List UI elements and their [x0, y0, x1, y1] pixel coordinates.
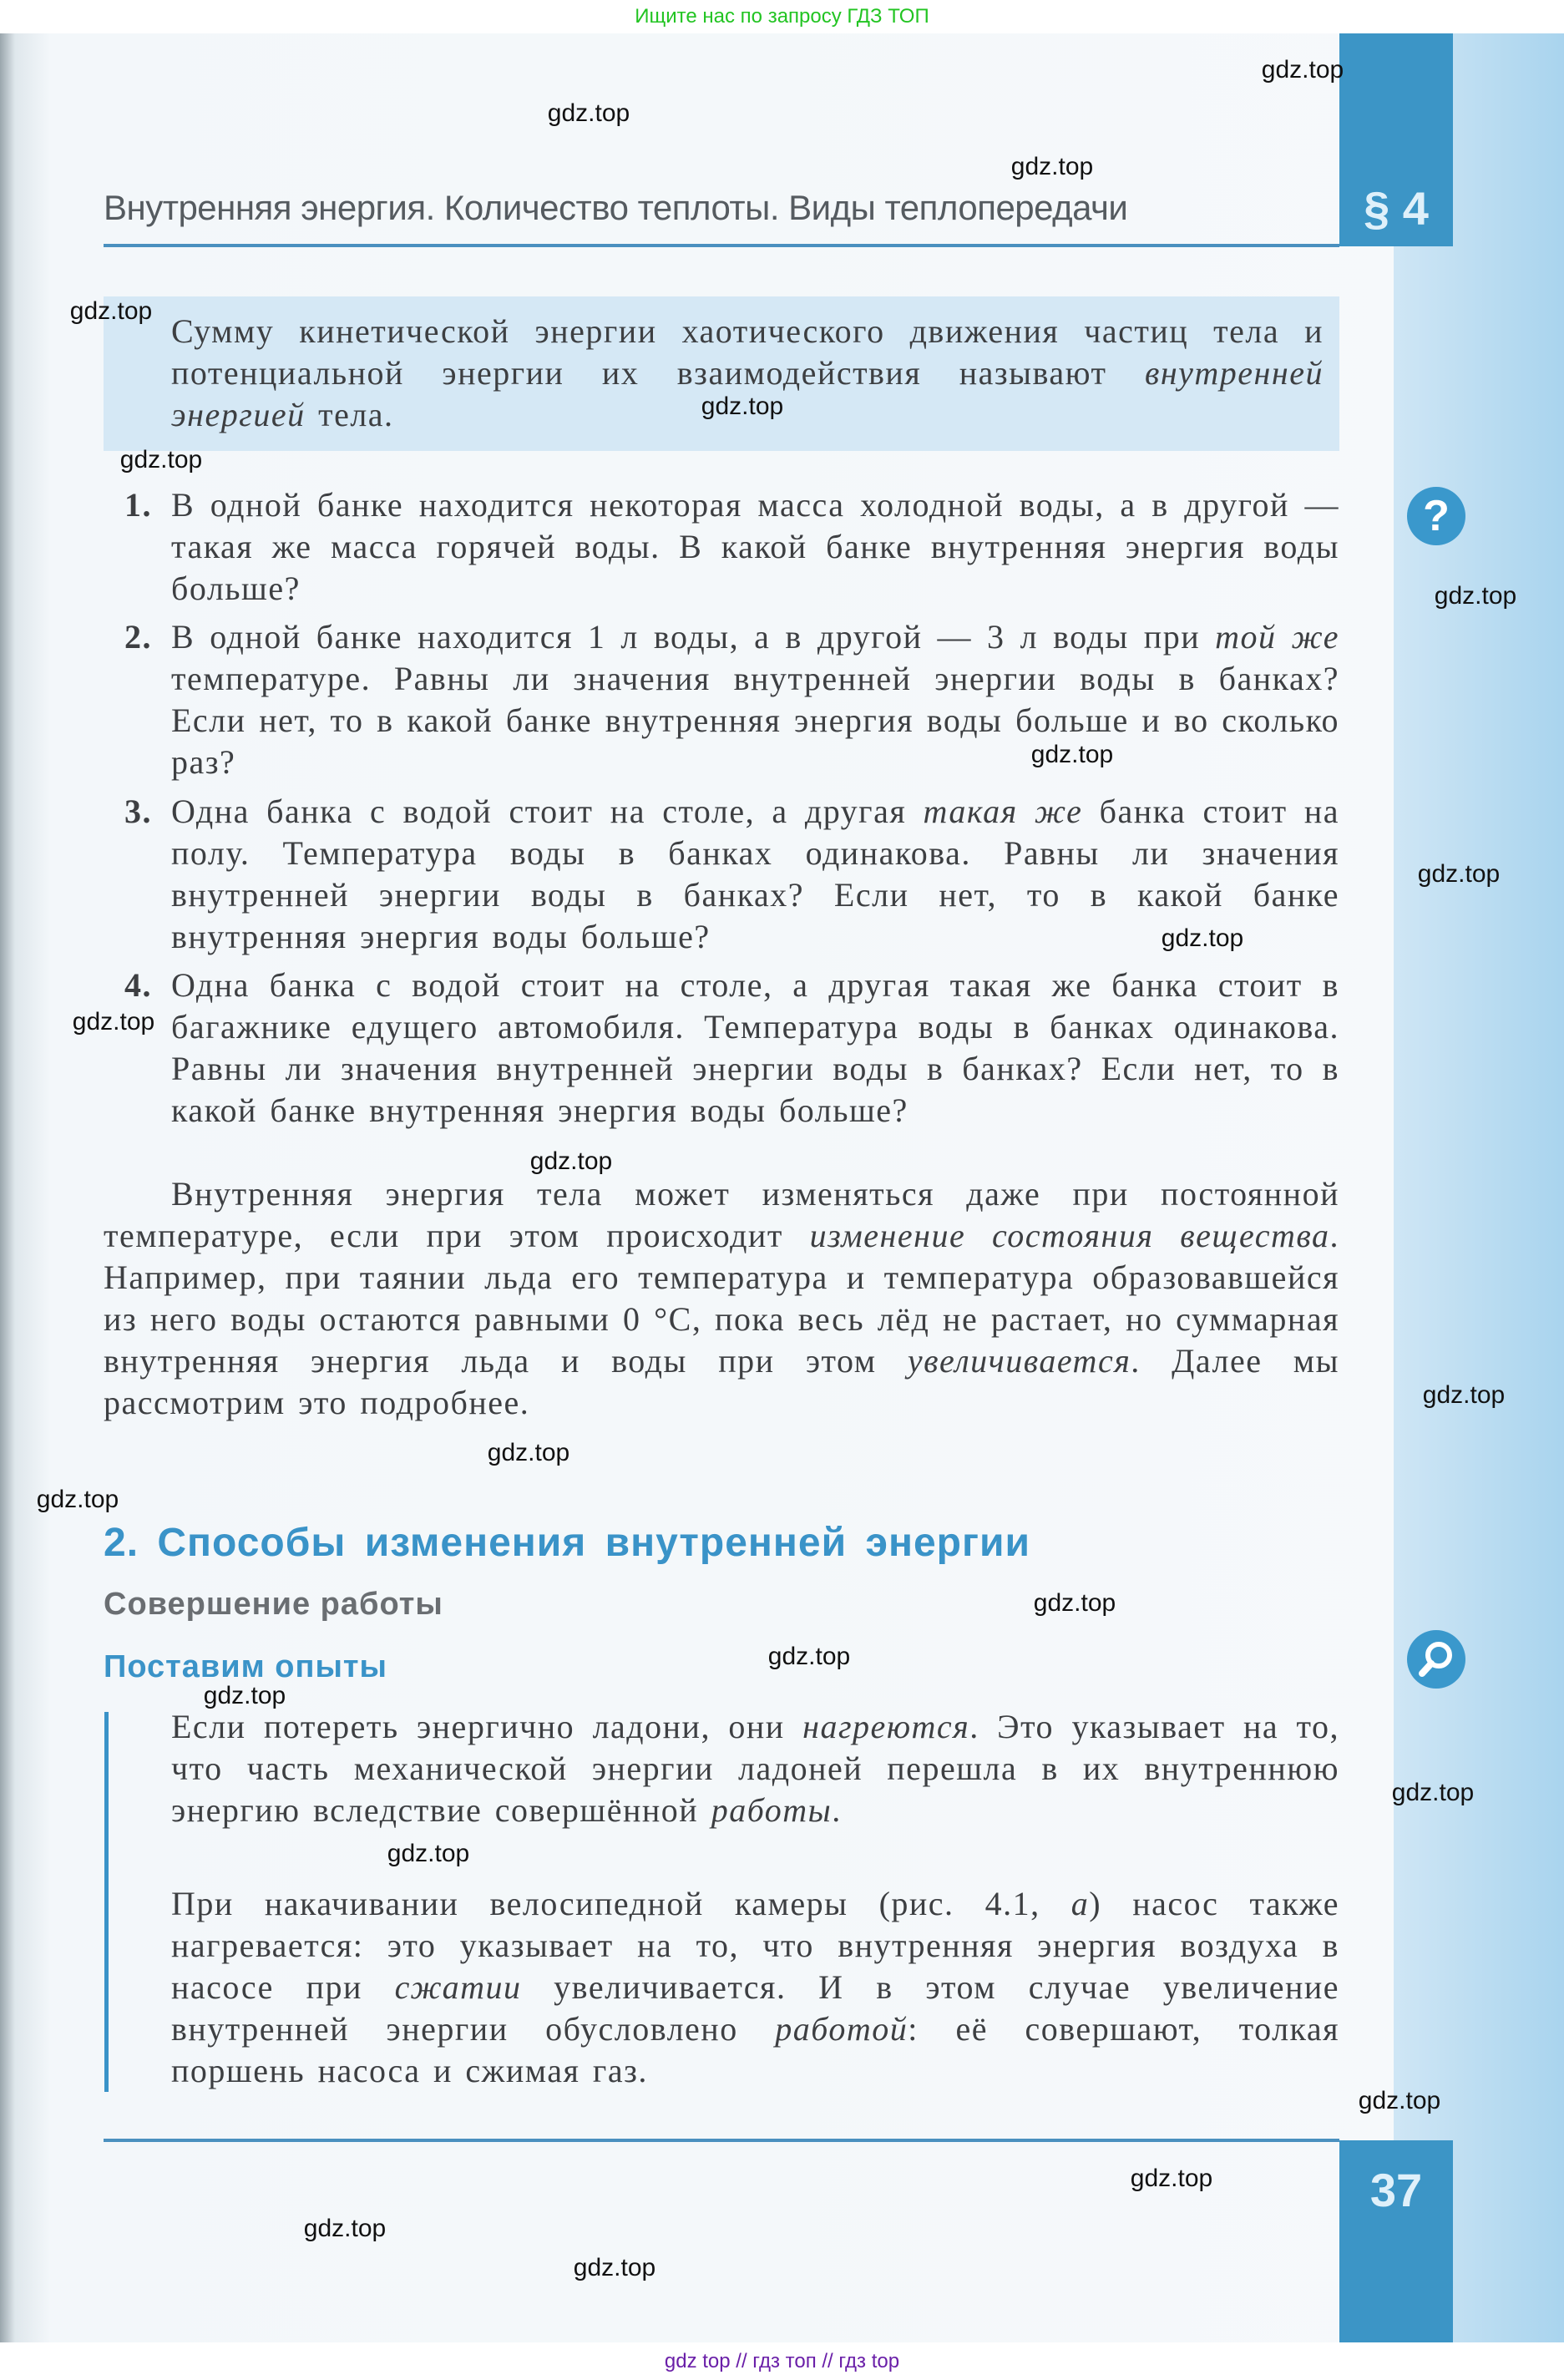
- watermark: gdz.top: [1030, 741, 1114, 768]
- paragraph-state-change: Внутренняя энергия тела может изменяться даже при постоянной температуре, если при этом происходит изменение состояния вещества. Например, при таянии льда его температура и температура образовавшейся из него воды остаются равными 0 °С, пока весь лёд не растает, но суммарная внутренняя энергия льда и воды при этом увеличивается. Далее мы рассмотрим это подробнее.: [104, 1175, 1339, 1421]
- watermark: gdz.top: [72, 1008, 155, 1036]
- watermark: gdz.top: [487, 1439, 570, 1466]
- watermark: gdz.top: [1033, 1589, 1116, 1617]
- watermark: gdz.top: [529, 1147, 613, 1175]
- watermark: gdz.top: [69, 297, 153, 325]
- section-tab: § 4: [1339, 33, 1453, 246]
- watermark: gdz.top: [203, 1682, 286, 1709]
- watermark: gdz.top: [1261, 56, 1344, 84]
- page-title: Внутренняя энергия. Количество теплоты. Виды теплопередачи: [104, 188, 1128, 227]
- footer-rule: [104, 2139, 1339, 2142]
- question-2: 2. В одной банке находится 1 л воды, а в другой — 3 л воды при той же температуре. Равны ли значения внутренней энергии воды в банках? Если нет, то в какой банке внутренняя энергия воды больше и во сколько раз?: [124, 618, 1339, 781]
- paragraph-palms: Если потереть энергично ладони, они нагреются. Это указывает на то, что часть механической энергии ладоней перешла в их внутреннюю энергию вследствие совершённой работы.: [171, 1708, 1340, 1829]
- footer-watermark: gdz top // гдз топ // гдз top: [0, 2342, 1564, 2380]
- question-4: 4. Одна банка с водой стоит на столе, а другая такая же банка стоит в багажнике едущего автомобиля. Температура воды в банках одинакова. Равны ли значения внутренней энергии воды в банках? Если нет, то в какой банке внутренняя энергия воды больше?: [124, 966, 1339, 1129]
- watermark: gdz.top: [1010, 153, 1094, 180]
- experiment-bar: [104, 1712, 109, 2092]
- watermark: gdz.top: [1130, 2165, 1213, 2192]
- watermark: gdz.top: [1161, 924, 1244, 952]
- watermark: gdz.top: [767, 1643, 851, 1670]
- subheading-work: Совершение работы: [104, 1587, 443, 1622]
- search-icon: [1407, 1630, 1465, 1689]
- watermark: gdz.top: [303, 2215, 387, 2242]
- watermark: gdz.top: [1358, 2087, 1441, 2114]
- question-icon: ?: [1407, 487, 1465, 545]
- question-1: 1. В одной банке находится некоторая масса холодной воды, а в другой — такая же масса горячей воды. В какой банке внутренняя энергия воды больше?: [124, 486, 1339, 607]
- definition-text: Сумму кинетической энергии хаотического движения частиц тела и потенциальной энергии их взаимодействия называют внутренней энергией тела.: [171, 312, 1324, 433]
- watermark: gdz.top: [1422, 1381, 1506, 1409]
- title-rule: [104, 244, 1339, 247]
- watermark: gdz.top: [119, 446, 203, 473]
- paragraph-pump: При накачивании велосипедной камеры (рис. 4.1, а) насос также нагревается: это указывает на то, что внутренняя энергия воздуха в насосе при сжатии увеличивается. И в этом случае увеличение внутренней энергии обусловлено работой: её совершают, толкая поршень насоса и сжимая газ.: [171, 1885, 1340, 2089]
- section-heading: 2. Способы изменения внутренней энергии: [104, 1521, 1030, 1565]
- search-banner: Ищите нас по запросу ГДЗ ТОП: [0, 0, 1564, 33]
- watermark: gdz.top: [1434, 582, 1517, 610]
- page-number: 37: [1339, 2140, 1453, 2342]
- watermark: gdz.top: [701, 392, 784, 420]
- question-3: 3. Одна банка с водой стоит на столе, а другая такая же банка стоит на полу. Температура воды в банках одинакова. Равны ли значения внутренней энергии воды в банках? Если нет, то в какой банке внутренняя энергия воды больше?: [124, 792, 1339, 955]
- watermark: gdz.top: [36, 1486, 119, 1513]
- watermark: gdz.top: [547, 99, 630, 127]
- watermark: gdz.top: [573, 2254, 656, 2281]
- subheading-experiments: Поставим опыты: [104, 1649, 387, 1684]
- watermark: gdz.top: [1417, 860, 1501, 888]
- page-margin: [1391, 33, 1564, 2342]
- watermark: gdz.top: [1391, 1779, 1475, 1806]
- watermark: gdz.top: [387, 1840, 470, 1867]
